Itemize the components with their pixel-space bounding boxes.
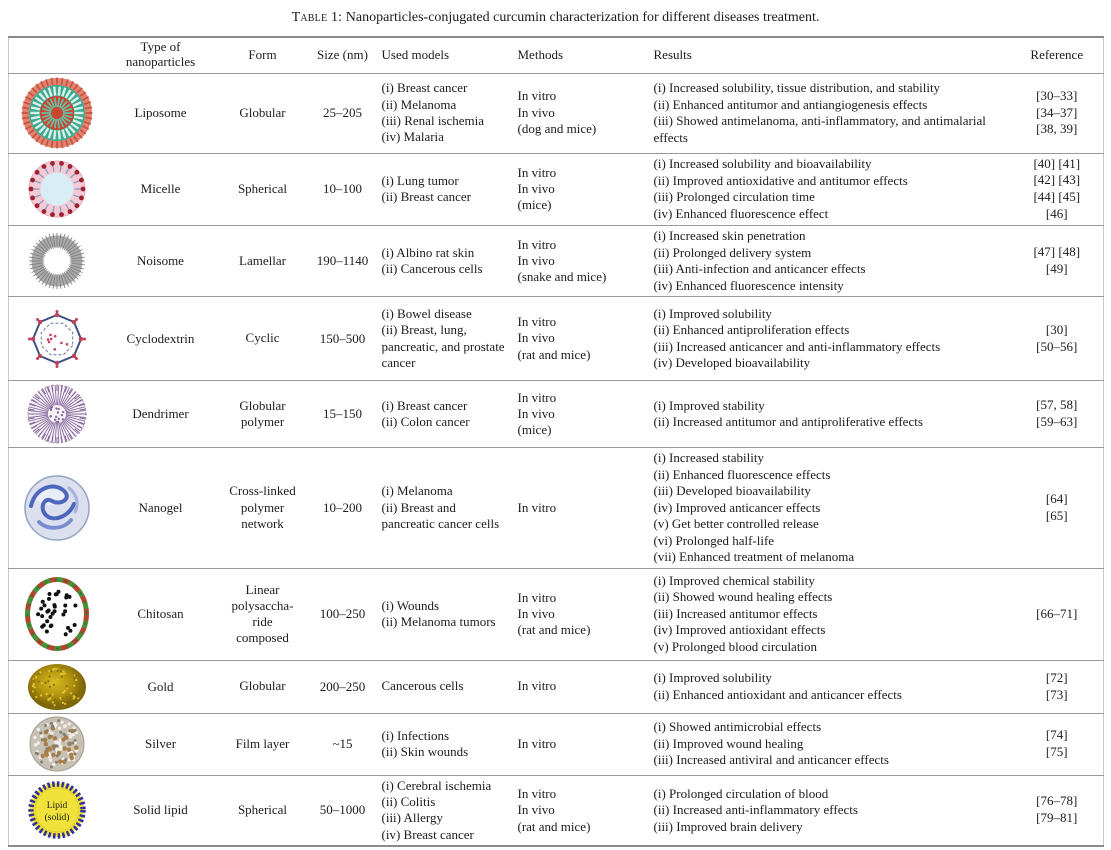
reference-cell: [47] [48] [49]	[1011, 226, 1104, 297]
col-header-form: Form	[217, 37, 309, 73]
reference-cell: [30] [50–56]	[1011, 297, 1104, 381]
form-cell: Linear polysaccha- ride composed	[217, 568, 309, 660]
size-cell: 25–205	[309, 73, 377, 153]
type-cell: Solid lipid	[105, 775, 217, 846]
col-header-image	[9, 37, 105, 73]
table-row	[9, 297, 1104, 381]
used-models-cell: (i) Wounds (ii) Melanoma tumors	[377, 568, 513, 660]
used-models-cell: (i) Breast cancer (ii) Melanoma (iii) Renal ischemia (iv) Malaria	[377, 73, 513, 153]
nanoparticle-image-cell	[9, 73, 105, 153]
methods-cell: In vitro In vivo (rat and mice)	[513, 297, 649, 381]
micelle-icon	[27, 159, 87, 219]
silver-nanoparticle-icon	[28, 715, 86, 773]
results-cell: (i) Showed antimicrobial effects (ii) Improved wound healing (iii) Increased antiviral and anticancer effects	[649, 713, 1011, 775]
table-row	[9, 660, 1104, 713]
solid-lipid-label-line1: Lipid	[46, 801, 68, 812]
results-cell: (i) Increased skin penetration (ii) Prolonged delivery system (iii) Anti-infection and anticancer effects (iv) Enhanced fluorescence intensity	[649, 226, 1011, 297]
size-cell: 10–200	[309, 448, 377, 569]
reference-cell: [66–71]	[1011, 568, 1104, 660]
results-cell: (i) Increased stability (ii) Enhanced fluorescence effects (iii) Developed bioavailability (iv) Improved anticancer effects (v) Get better controlled release (vi) Prolonged half-life (vii) Enhanced treatment of melanoma	[649, 448, 1011, 569]
results-cell: (i) Improved solubility (ii) Enhanced antioxidant and anticancer effects	[649, 660, 1011, 713]
results-cell: (i) Increased solubility and bioavailability (ii) Improved antioxidative and antitumor effects (iii) Prolonged circulation time (iv) Enhanced fluorescence effect	[649, 153, 1011, 226]
noisome-icon	[26, 230, 88, 292]
liposome-icon	[19, 75, 95, 151]
cyclodextrin-icon	[29, 300, 85, 378]
table-row	[9, 775, 1104, 846]
methods-cell: In vitro In vivo (mice)	[513, 153, 649, 226]
methods-cell: In vitro In vivo (mice)	[513, 381, 649, 448]
col-header-results: Results	[649, 37, 1011, 73]
reference-cell: [57, 58] [59–63]	[1011, 381, 1104, 448]
type-cell: Gold	[105, 660, 217, 713]
used-models-cell: (i) Albino rat skin (ii) Cancerous cells	[377, 226, 513, 297]
nanoparticle-image-cell	[9, 775, 105, 846]
reference-cell: [30–33] [34–37] [38, 39]	[1011, 73, 1104, 153]
col-header-type: Type of nanoparticles	[105, 37, 217, 73]
nanoparticle-image-cell	[9, 713, 105, 775]
form-cell: Film layer	[217, 713, 309, 775]
type-cell: Micelle	[105, 153, 217, 226]
table-row	[9, 448, 1104, 569]
form-cell: Lamellar	[217, 226, 309, 297]
table-row	[9, 381, 1104, 448]
form-cell: Globular	[217, 660, 309, 713]
form-cell: Spherical	[217, 153, 309, 226]
table-row	[9, 713, 1104, 775]
nanoparticle-image-cell	[9, 381, 105, 448]
table-row	[9, 568, 1104, 660]
methods-cell: In vitro In vivo (dog and mice)	[513, 73, 649, 153]
reference-cell: [74] [75]	[1011, 713, 1104, 775]
results-cell: (i) Improved solubility (ii) Enhanced antiproliferation effects (iii) Increased anticancer and anti-inflammatory effects (iv) Developed bioavailability	[649, 297, 1011, 381]
size-cell: 200–250	[309, 660, 377, 713]
used-models-cell: (i) Cerebral ischemia (ii) Colitis (iii) Allergy (iv) Breast cancer	[377, 775, 513, 846]
solid-lipid-icon	[26, 779, 88, 841]
size-cell: 190–1140	[309, 226, 377, 297]
methods-cell: In vitro In vivo (snake and mice)	[513, 226, 649, 297]
nanoparticle-image-cell	[9, 297, 105, 381]
solid-lipid-label-line2: (solid)	[44, 813, 70, 824]
reference-cell: [40] [41] [42] [43] [44] [45] [46]	[1011, 153, 1104, 226]
methods-cell: In vitro In vivo (rat and mice)	[513, 775, 649, 846]
used-models-cell: (i) Breast cancer (ii) Colon cancer	[377, 381, 513, 448]
nanoparticle-image-cell	[9, 153, 105, 226]
col-header-size: Size (nm)	[309, 37, 377, 73]
used-models-cell: (i) Lung tumor (ii) Breast cancer	[377, 153, 513, 226]
nanoparticle-image-cell	[9, 226, 105, 297]
methods-cell: In vitro In vivo (rat and mice)	[513, 568, 649, 660]
form-cell: Globular polymer	[217, 381, 309, 448]
results-cell: (i) Improved stability (ii) Increased antitumor and antiproliferative effects	[649, 381, 1011, 448]
form-cell: Spherical	[217, 775, 309, 846]
nanoparticle-image-cell	[9, 660, 105, 713]
type-cell: Dendrimer	[105, 381, 217, 448]
chitosan-icon	[20, 572, 94, 656]
header-row	[9, 37, 1104, 73]
used-models-cell: (i) Infections (ii) Skin wounds	[377, 713, 513, 775]
reference-cell: [76–78] [79–81]	[1011, 775, 1104, 846]
table-row	[9, 153, 1104, 226]
table-caption-label: Table 1:	[291, 10, 343, 25]
characterization-table	[8, 36, 1104, 847]
results-cell: (i) Increased solubility, tissue distribution, and stability (ii) Enhanced antitumor and antiangiogenesis effects (iii) Showed antimelanoma, anti-inflammatory, and antimalarial effects	[649, 73, 1011, 153]
size-cell: 100–250	[309, 568, 377, 660]
size-cell: ~15	[309, 713, 377, 775]
used-models-cell: (i) Bowel disease (ii) Breast, lung, pancreatic, and prostate cancer	[377, 297, 513, 381]
used-models-cell: Cancerous cells	[377, 660, 513, 713]
table-caption	[8, 10, 1103, 26]
used-models-cell: (i) Melanoma (ii) Breast and pancreatic cancer cells	[377, 448, 513, 569]
size-cell: 10–100	[309, 153, 377, 226]
size-cell: 150–500	[309, 297, 377, 381]
col-header-methods: Methods	[513, 37, 649, 73]
reference-cell: [64] [65]	[1011, 448, 1104, 569]
results-cell: (i) Improved chemical stability (ii) Showed wound healing effects (iii) Increased antitumor effects (iv) Improved antioxidant effects (v) Prolonged blood circulation	[649, 568, 1011, 660]
results-cell: (i) Prolonged circulation of blood (ii) Increased anti-inflammatory effects (iii) Improved brain delivery	[649, 775, 1011, 846]
size-cell: 50–1000	[309, 775, 377, 846]
table-row	[9, 73, 1104, 153]
form-cell: Globular	[217, 73, 309, 153]
type-cell: Nanogel	[105, 448, 217, 569]
form-cell: Cross-linked polymer network	[217, 448, 309, 569]
type-cell: Silver	[105, 713, 217, 775]
gold-nanoparticle-icon	[26, 662, 88, 712]
size-cell: 15–150	[309, 381, 377, 448]
type-cell: Noisome	[105, 226, 217, 297]
nanoparticle-image-cell	[9, 568, 105, 660]
nanoparticle-image-cell	[9, 448, 105, 569]
type-cell: Liposome	[105, 73, 217, 153]
col-header-reference: Reference	[1011, 37, 1104, 73]
type-cell: Chitosan	[105, 568, 217, 660]
methods-cell: In vitro	[513, 448, 649, 569]
nanogel-icon	[21, 472, 93, 544]
methods-cell: In vitro	[513, 660, 649, 713]
col-header-models: Used models	[377, 37, 513, 73]
table-caption-text: Nanoparticles-conjugated curcumin characterization for different diseases treatment.	[345, 10, 820, 25]
dendrimer-icon	[25, 382, 89, 446]
form-cell: Cyclic	[217, 297, 309, 381]
reference-cell: [72] [73]	[1011, 660, 1104, 713]
methods-cell: In vitro	[513, 713, 649, 775]
table-row	[9, 226, 1104, 297]
type-cell: Cyclodextrin	[105, 297, 217, 381]
